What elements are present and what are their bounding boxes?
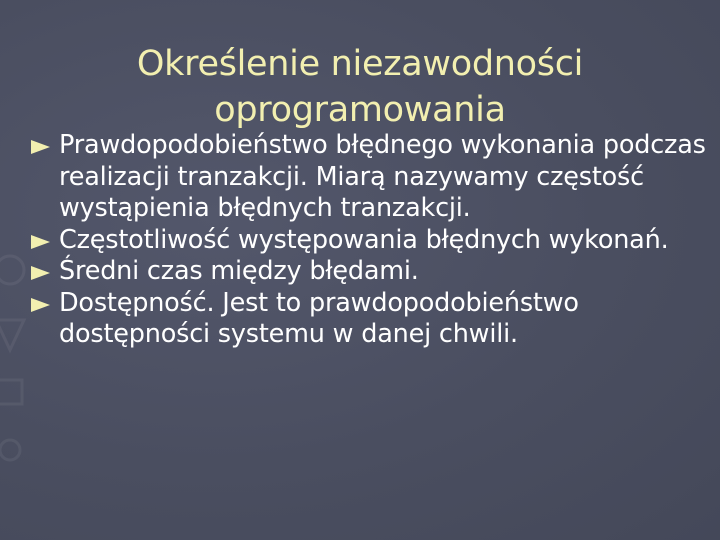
bullet-text: Częstotliwość występowania błędnych wykonań.: [59, 224, 669, 255]
bullet-item: [30, 288, 710, 351]
bullet-text: Dostępność. Jest to prawdopodobieństwo dostępności systemu w danej chwili.: [59, 287, 579, 349]
bullet-item: [30, 256, 710, 288]
slide-title: [0, 41, 720, 133]
triangle-bullet-icon: [31, 140, 50, 154]
triangle-bullet-icon: [31, 298, 50, 312]
triangle-bullet-icon: [31, 266, 50, 280]
triangle-bullet-icon: [31, 235, 50, 249]
bullet-item: [30, 130, 710, 225]
slide-title-line-1: Określenie niezawodności: [136, 44, 584, 85]
bullet-text: Średni czas między błędami.: [59, 256, 419, 286]
bullet-list: [30, 130, 710, 351]
bullet-text: Prawdopodobieństwo błędnego wykonania podczas realizacji tranzakcji. Miarą nazywamy częstość wystąpienia błędnych tranzakcji.: [59, 130, 706, 223]
slide-title-line-2: oprogramowania: [214, 90, 506, 131]
bullet-item: [30, 225, 710, 257]
